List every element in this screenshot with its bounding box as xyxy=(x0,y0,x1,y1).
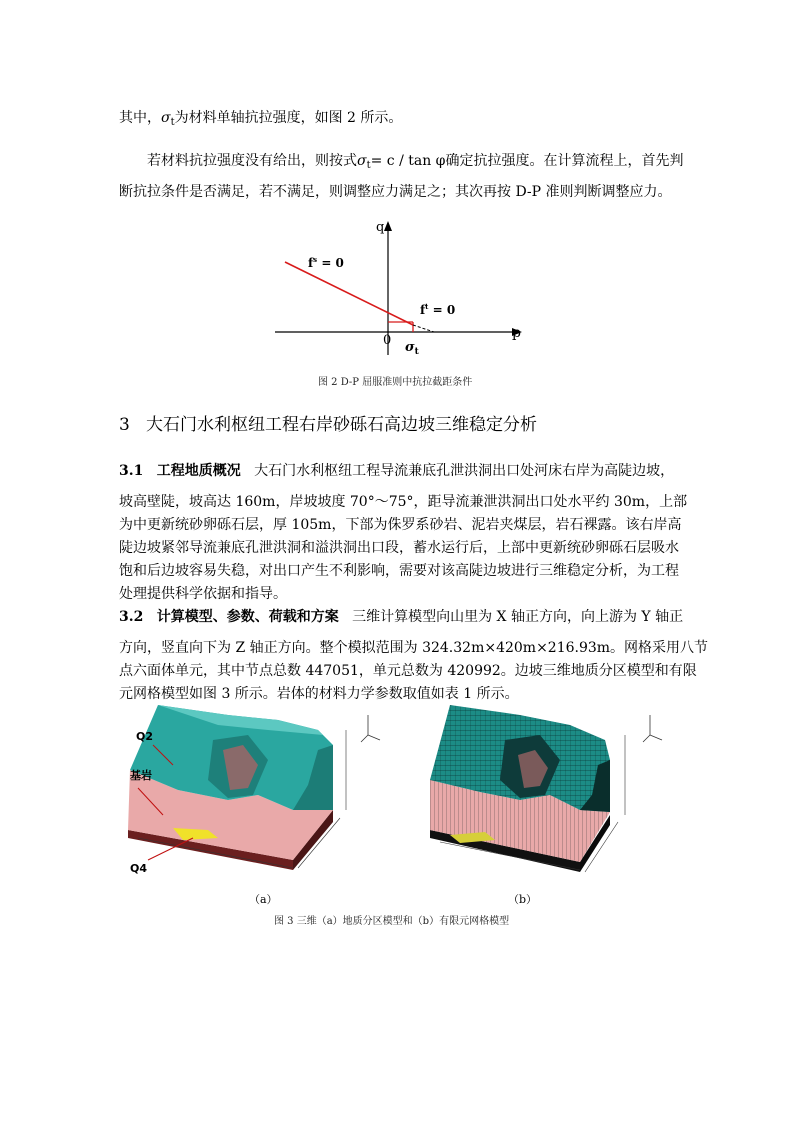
section-3-1-line-2: 坡高壁陡，坡高达 160m，岸坡坡度 70°～75°，距导流兼泄洪洞出口处水平约 30m，上部 xyxy=(119,494,688,510)
figure-2-diagram xyxy=(260,215,540,365)
fs-label: $f^s = 0$ xyxy=(308,255,344,270)
figure-3b-mesh-model xyxy=(410,700,670,885)
section-3-1-line-6: 处理提供科学依据和指导。 xyxy=(119,586,287,602)
figure-3a-geological-model xyxy=(118,700,388,885)
p-axis-label: p xyxy=(512,325,521,341)
subfigure-b-label: （b） xyxy=(508,893,538,906)
paragraph-2-line-2: 断抗拉条件是否满足，若不满足，则调整应力满足之；其次再按 D-P 准则判断调整应力。 xyxy=(119,184,672,200)
section-3-2-line-4: 元网格模型如图 3 所示。岩体的材料力学参数取值如表 1 所示。 xyxy=(119,686,519,702)
section-3-heading: 3 大石门水利枢纽工程右岸砂砾石高边坡三维稳定分析 xyxy=(119,415,538,435)
subfigure-a-label: （a） xyxy=(249,893,278,906)
q2-label: Q2 xyxy=(136,730,154,743)
section-3-1-line-1: 3.1 工程地质概况 大石门水利枢纽工程导流兼底孔泄洪洞出口处河床右岸为高陡边坡， xyxy=(119,463,675,479)
q4-label: Q4 xyxy=(130,862,148,875)
dp-yield-line xyxy=(285,262,413,325)
section-3-1-line-4: 陡边坡紧邻导流兼底孔泄洪洞和溢洪洞出口段，蓄水运行后，上部中更新统砂卵砾石层吸水 xyxy=(119,540,679,556)
q-axis-label: q xyxy=(376,220,385,235)
paragraph-1: 其中，$\sigma_t$为材料单轴抗拉强度，如图 2 所示。 xyxy=(119,110,403,128)
section-3-2-line-3: 点六面体单元，其中节点总数 447051，单元总数为 420992。边坡三维地质分区模型和有限 xyxy=(119,663,697,679)
origin-label: 0 xyxy=(383,333,392,348)
paragraph-2-line-1: 若材料抗拉强度没有给出，则按式$\sigma_t= c / \tan \varphi$确定抗拉强度。在计算流程上，首先判 xyxy=(147,153,684,171)
figure-2-caption: 图 2 D-P 屈服准则中抗拉截距条件 xyxy=(318,377,473,388)
extension-dashed xyxy=(413,325,434,332)
q-axis-arrow xyxy=(384,221,392,231)
sigma-t-label: $\sigma_t$ xyxy=(405,340,419,357)
triad-x xyxy=(361,735,368,742)
section-3-2-line-1: 3.2 计算模型、参数、荷载和方案 三维计算模型向山里为 X 轴正方向，向上游为 Y 轴正 xyxy=(119,609,684,625)
mesh-triad-y xyxy=(650,735,662,740)
mesh-triad-x xyxy=(643,735,650,742)
bedrock-label: 基岩 xyxy=(130,769,152,782)
section-3-1-line-5: 饱和后边坡容易失稳，对出口产生不利影响，需要对该高陡边坡进行三维稳定分析，为工程 xyxy=(119,563,679,579)
figure-3-caption: 图 3 三维（a）地质分区模型和（b）有限元网格模型 xyxy=(274,916,510,927)
triad-y xyxy=(368,735,380,740)
section-3-1-line-3: 为中更新统砂卵砾石层，厚 105m，下部为侏罗系砂岩、泥岩夹煤层，岩石裸露。该右岸高 xyxy=(119,517,682,533)
ft-label: $f^t = 0$ xyxy=(420,302,456,317)
section-3-2-line-2: 方向，竖直向下为 Z 轴正方向。整个模拟范围为 324.32m×420m×216.93m。网格采用八节 xyxy=(119,640,709,656)
